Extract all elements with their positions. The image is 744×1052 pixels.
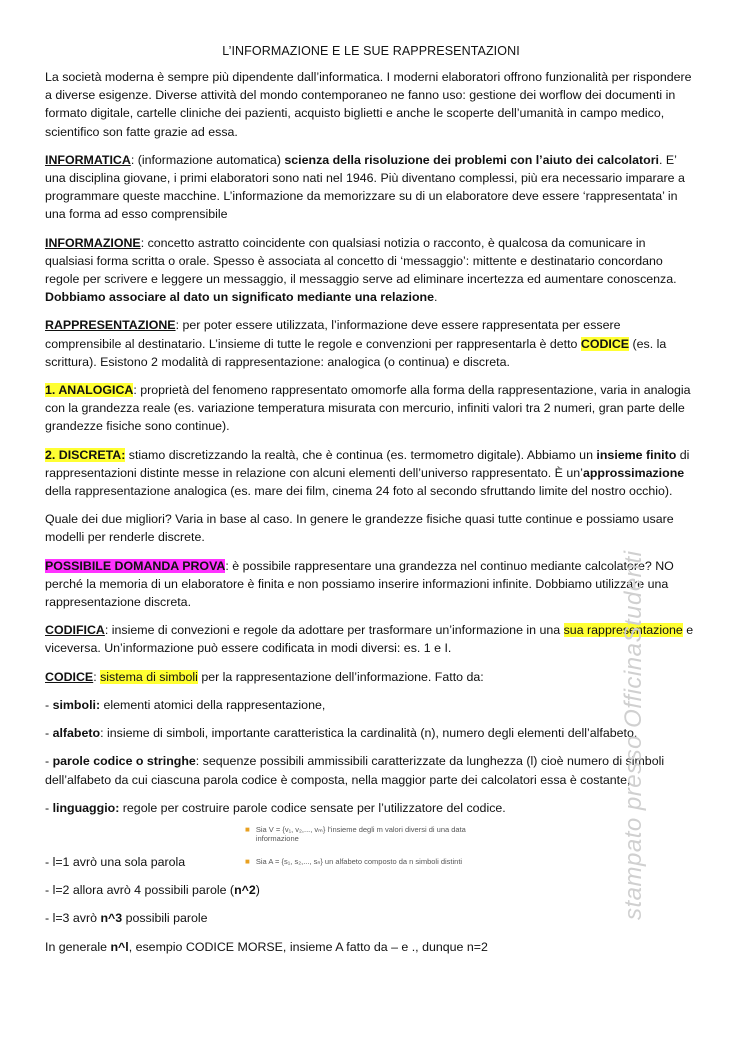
list-item-simboli: - simboli: elementi atomici della rappresentazione, [45, 697, 326, 712]
term-analogica: 1. ANALOGICA [45, 383, 134, 398]
inset-line-2: Sia A = {s₁, s₂,..., sₙ} un alfabeto composto da n simboli distinti [255, 856, 463, 866]
list-item-alfabeto: - alfabeto: insieme di simboli, importante caratteristica la cardinalità (n), numero degli elementi dell’alfabeto, [45, 726, 638, 741]
highlight-sistema-simboli: sistema di simboli [100, 669, 198, 684]
term-rappresentazione: RAPPRESENTAZIONE [45, 318, 176, 333]
list-item-parole: - parole codice o stringhe: sequenze possibili ammissibili caratterizzate da lunghezza (l) cioè numero di simboli dell’alfabeto da cui ciascuna parola codice è composta, nella maggior parte dei calcolatori essa è costante, [45, 754, 665, 787]
term-domanda: POSSIBILE DOMANDA PROVA [45, 558, 226, 573]
page-title: L’INFORMAZIONE E LE SUE RAPPRESENTAZIONI [222, 44, 520, 58]
term-informatica: INFORMATICA [45, 152, 131, 167]
analogica-paragraph: 1. ANALOGICA: proprietà del fenomeno rappresentato omomorfe alla forma della rappresentazione, varia in analogia con la grandezza reale (es. variazione temperatura misurata con mercurio, infiniti valori tra 2 numeri, gran parte delle grandezze fisiche sono continue). [45, 383, 691, 434]
informatica-paragraph: INFORMATICA: (informazione automatica) scienza della risoluzione dei problemi con l’aiuto dei calcolatori. E’ una disciplina giovane, i primi elaboratori sono nati nel 1946. Più diventano complessi, più era necessario imparare a programmare queste macchine. L’informazione da memorizzare su di un elaboratore deve essere ‘rappresentata’ in una forma ad esso comprensibile [45, 152, 685, 222]
codifica-paragraph: CODIFICA: insieme di convezioni e regole da adottare per trasformare un’informazione in una sua rappresentazione e viceversa. Un’informazione può essere codificata in modi diversi: es. 1 e I. [45, 623, 694, 656]
rappresentazione-paragraph: RAPPRESENTAZIONE: per poter essere utilizzata, l’informazione deve essere rappresentata per essere comprensibile al destinatario. L’insieme di tutte le regole e convenzioni per rappresentarla è detto CODICE (es. la scrittura). Esistono 2 modalità di rappresentazione: analogica (o continua) e discreta. [45, 318, 667, 369]
term-codifica: CODIFICA [45, 623, 105, 638]
list-item-linguaggio: - linguaggio: regole per costruire parole codice sensate per l’utilizzatore del codice. [45, 800, 506, 815]
term-informazione: INFORMAZIONE [45, 235, 141, 250]
term-codice: CODICE [45, 669, 94, 684]
codice-paragraph: CODICE: sistema di simboli per la rappresentazione dell’informazione. Fatto da: [45, 669, 484, 684]
highlight-codice: CODICE [580, 336, 630, 351]
highlight-sua-rappresentazione: sua rappresentazione [563, 623, 683, 638]
watermark: stampato presso OfficinaStudenti [620, 550, 647, 920]
l1-line: - l=1 avrò una sola parola [45, 854, 186, 869]
intro-paragraph: La società moderna è sempre più dipendente dall’informatica. I moderni elaboratori offrono funzionalità per rispondere a diverse esigenze. Diverse attività del mondo contemporaneo ne fanno uso: gestione dei worflow dei documenti in formato digitale, cartelle cliniche dei pazienti, acquisto biglietti e anche le scoperte dell’umanità in campo medico, scientifico son fatte grazie ad essa. [45, 70, 692, 139]
inset-line-1b: informazione [255, 833, 299, 843]
inset-line-1a: Sia V = {v₁, v₂,..., vₘ} l’insieme degli m valori diversi di una data [255, 824, 466, 834]
informazione-paragraph: INFORMAZIONE: concetto astratto coincidente con qualsiasi notizia o racconto, è qualcosa da comunicare in qualsiasi forma scritta o orale. Spesso è associata al concetto di ‘messaggio’: mittente e destinatario concordano regole per scrivere e leggere un messaggio, il messaggio serve ad eliminare incertezza ed aumentare conoscenza. Dobbiamo associare al dato un significato mediante una relazione. [45, 235, 677, 305]
l3-line: - l=3 avrò n^3 possibili parole [45, 911, 208, 926]
l2-line: - l=2 allora avrò 4 possibili parole (n^2) [45, 883, 260, 898]
term-discreta: 2. DISCRETA: [45, 447, 126, 462]
document-page [45, 44, 697, 966]
discreta-paragraph: 2. DISCRETA: stiamo discretizzando la realtà, che è continua (es. termometro digitale). Abbiamo un insieme finito di rappresentazioni distinte messe in relazione con alcuni elementi dell’universo rappresentato. È un’approssimazione della rappresentazione analogica (es. mare dei film, cinema 24 foto al secondo sfruttando limite del nostro occhio). [45, 447, 690, 499]
domanda-paragraph: POSSIBILE DOMANDA PROVA: è possibile rappresentare una grandezza nel continuo mediante calcolatore? NO perché la memoria di un elaboratore è finita e non possiamo inserire informazioni infinite. Dobbiamo utilizzare una rappresentazione discreta. [45, 558, 674, 610]
bullet-icon: ■ [245, 824, 250, 834]
generale-line: In generale n^l, esempio CODICE MORSE, insieme A fatto da – e ., dunque n=2 [45, 939, 488, 954]
bullet-icon: ■ [245, 856, 250, 866]
quale-paragraph: Quale dei due migliori? Varia in base al caso. In genere le grandezze fisiche quasi tutte continue e possiamo usare modelli per renderle discrete. [45, 512, 674, 545]
